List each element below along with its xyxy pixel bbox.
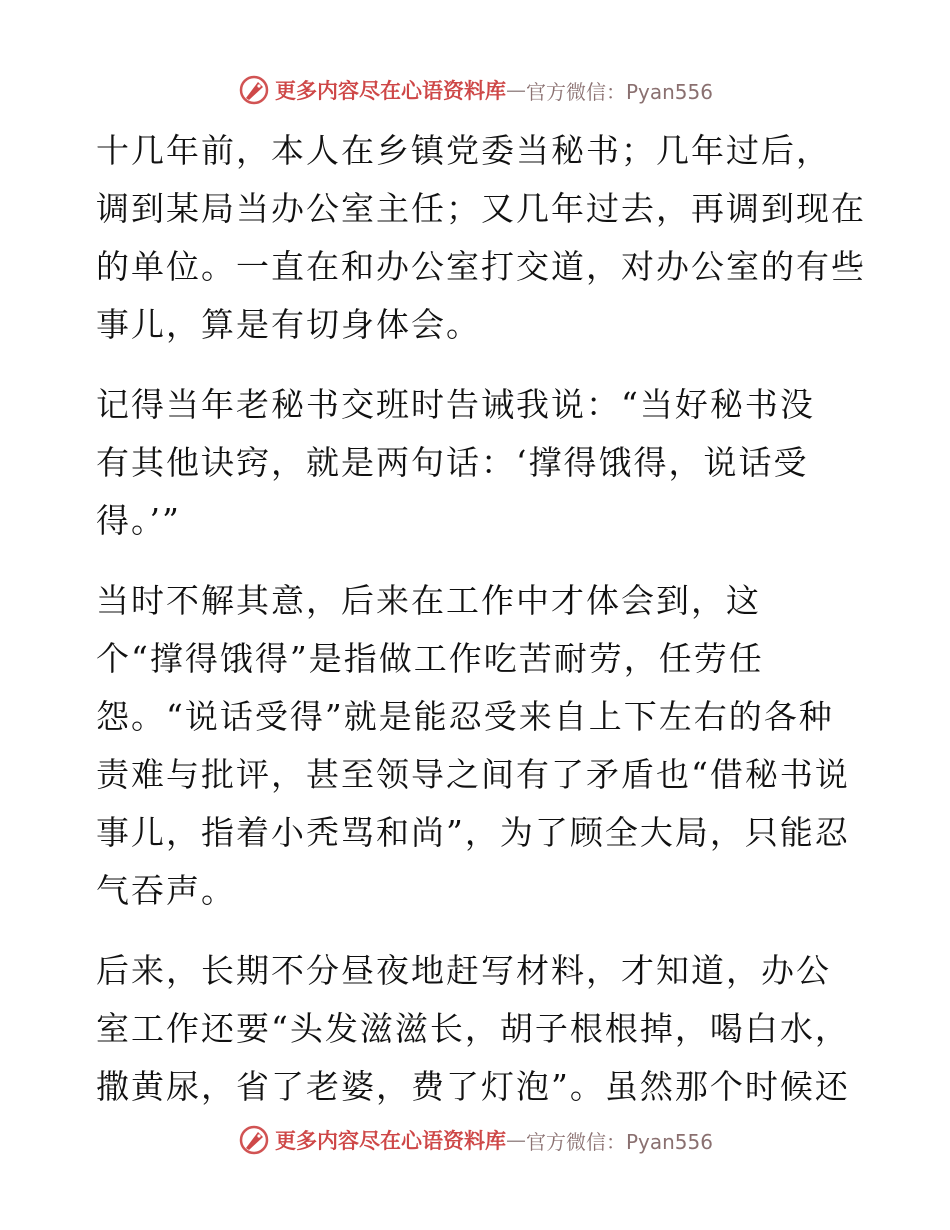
pen-nib-logo-icon <box>237 73 271 107</box>
paragraph-gap <box>96 920 866 942</box>
header-watermark <box>0 70 950 110</box>
watermark-site-text: 更多内容尽在心语资料库 <box>274 78 506 103</box>
watermark-separator: — <box>505 1128 526 1152</box>
text-line: 十几年前，本人在乡镇党委当秘书；几年过后， <box>96 131 831 170</box>
watermark-separator: — <box>505 78 526 102</box>
watermark-wechat-text: 官方微信：Pyan556 <box>525 1129 713 1154</box>
text-line: 当时不解其意，后来在工作中才体会到，这 <box>96 581 761 620</box>
text-line: 后来，长期不分昼夜地赶写材料，才知道，办公 <box>96 951 831 990</box>
document-body <box>96 122 866 1116</box>
text-line: 个“撑得饿得”是指做工作吃苦耐劳，任劳任 <box>96 639 764 678</box>
paragraph-gap <box>96 354 866 376</box>
footer-watermark <box>0 1120 950 1160</box>
paragraph-3 <box>96 572 866 920</box>
watermark-site-text: 更多内容尽在心语资料库 <box>274 1128 506 1153</box>
text-line: 怨。“说话受得”就是能忍受来自上下左右的各种 <box>96 697 834 736</box>
text-line: 得。’” <box>96 501 181 540</box>
paragraph-gap <box>96 550 866 572</box>
text-line: 事儿，算是有切身体会。 <box>96 305 481 344</box>
text-line: 记得当年老秘书交班时告诫我说：“当好秘书没 <box>96 385 815 424</box>
paragraph-4 <box>96 942 866 1116</box>
watermark-wechat-text: 官方微信：Pyan556 <box>525 79 713 104</box>
paragraph-1 <box>96 122 866 354</box>
text-line: 气吞声。 <box>96 871 236 910</box>
text-line: 有其他诀窍，就是两句话：‘撑得饿得，说话受 <box>96 443 809 482</box>
text-line: 事儿，指着小秃骂和尚”，为了顾全大局，只能忍 <box>96 813 850 852</box>
text-line: 的单位。一直在和办公室打交道，对办公室的有些 <box>96 247 866 286</box>
pen-nib-logo-icon <box>237 1123 271 1157</box>
text-line: 撒黄尿，省了老婆，费了灯泡”。虽然那个时候还 <box>96 1067 850 1106</box>
text-line: 责难与批评，甚至领导之间有了矛盾也“借秘书说 <box>96 755 850 794</box>
paragraph-2 <box>96 376 866 550</box>
text-line: 调到某局当办公室主任；又几年过去，再调到现在 <box>96 189 866 228</box>
text-line: 室工作还要“头发滋滋长，胡子根根掉，喝白水， <box>96 1009 850 1048</box>
